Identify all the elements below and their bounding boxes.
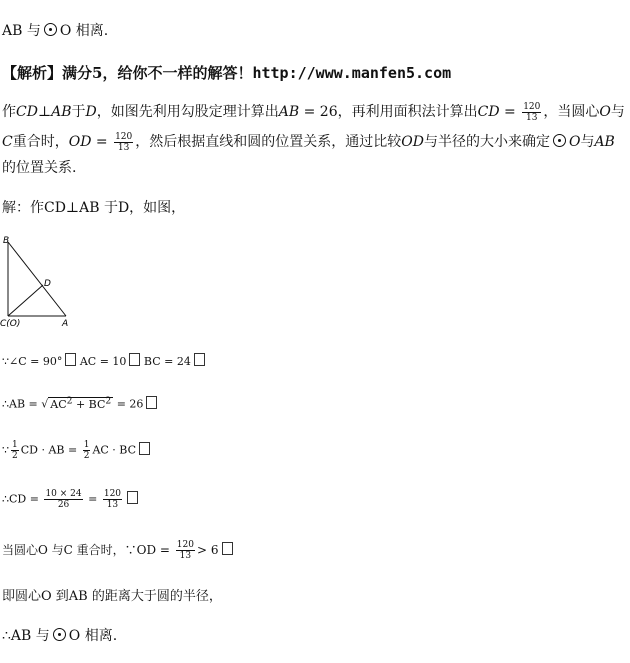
exponent: 2 [66, 395, 73, 406]
triangle-figure [0, 232, 80, 332]
conclusion-text: ∴AB 与 [2, 628, 50, 644]
analysis-text: ，当圆心 [543, 104, 600, 120]
header-label: 【解析】满分5，给你不一样的解答！ [2, 64, 253, 82]
step-text: ∵ [2, 443, 9, 457]
missing-glyph-box [222, 542, 233, 555]
analysis-var: O [568, 134, 581, 150]
sqrt-body [48, 397, 113, 411]
fraction-numerator: 120 [115, 131, 133, 142]
analysis-header [2, 62, 451, 83]
fraction-denominator: 13 [526, 112, 538, 123]
step-5 [2, 540, 233, 561]
sqrt-icon: √ [41, 397, 49, 411]
step-text: ∵∠C = 90° [2, 355, 63, 368]
intro-text-2: O 相离. [59, 23, 109, 39]
fraction-numerator: 120 [103, 489, 122, 499]
analysis-text: ，然后根据直线和圆的位置关系，通过比较 [135, 134, 402, 150]
fraction-denominator: 13 [106, 500, 119, 510]
analysis-text: 与半径的大小来确定 [423, 134, 550, 150]
step-4 [2, 489, 138, 510]
step-text: AC [50, 397, 67, 411]
fraction [83, 440, 91, 461]
fraction-denominator: 2 [12, 451, 18, 461]
label-b: B [3, 236, 10, 246]
fraction-numerator: 120 [523, 101, 541, 112]
step-2 [2, 395, 157, 411]
fraction [176, 540, 195, 561]
step-text: AC · BC [92, 443, 136, 457]
fraction-numerator: 1 [12, 440, 18, 450]
analysis-var: AB [278, 104, 300, 120]
fraction [522, 102, 541, 123]
conclusion [2, 625, 117, 645]
fraction [103, 489, 122, 510]
label-d: D [44, 279, 51, 289]
side-ab [8, 242, 66, 316]
step-text: ∴AB = [2, 397, 42, 411]
fraction [44, 489, 82, 510]
analysis-text: 与 [610, 104, 625, 120]
fraction-numerator: 10 × 24 [45, 489, 82, 499]
exponent: 2 [105, 395, 112, 406]
step-text: > 6 [196, 543, 219, 557]
step-text: = [84, 492, 101, 506]
fraction [11, 440, 19, 461]
analysis-text: 重合时， [12, 134, 69, 150]
step-text: + BC [72, 397, 106, 411]
label-co: C(O) [0, 319, 21, 329]
analysis-text: 与 [580, 134, 595, 150]
analysis-text: 作 [2, 104, 16, 120]
analysis-text: 于 [71, 104, 86, 120]
missing-glyph-box [65, 353, 76, 366]
analysis-var: OD [68, 134, 92, 150]
analysis-text: 的位置关系. [2, 160, 77, 176]
analysis-var: D [85, 104, 97, 120]
fraction-denominator: 26 [57, 500, 70, 510]
circle-dot-icon [44, 23, 57, 36]
step-text: 当圆心O 与C 重合时，∵OD = [2, 543, 174, 557]
step-text: CD · AB = [20, 443, 81, 457]
missing-glyph-box [194, 353, 205, 366]
step-text: AC = 10 [79, 355, 127, 368]
analysis-line-2 [2, 131, 615, 153]
fraction-numerator: 120 [176, 540, 194, 550]
intro-text-1: AB 与 [2, 23, 41, 39]
step-text: 即圆心O 到AB 的距离大于圆的半径， [2, 589, 222, 604]
analysis-text: = [91, 134, 113, 150]
step-3 [2, 440, 150, 461]
analysis-line-3 [2, 157, 76, 177]
analysis-var: O [599, 104, 611, 120]
analysis-var: OD [401, 134, 424, 150]
analysis-var: CD [16, 104, 38, 120]
step-text: ∴CD = [2, 492, 43, 506]
missing-glyph-box [129, 353, 140, 366]
missing-glyph-box [127, 491, 138, 504]
segment-cd [8, 285, 43, 316]
header-url: http://www.manfen5.com [252, 64, 452, 82]
fraction-denominator: 2 [83, 451, 90, 461]
perp-symbol: ⊥ [37, 104, 52, 120]
solution-intro [2, 197, 185, 217]
analysis-var: AB [594, 134, 615, 150]
solution-intro-text: 解：作CD⊥AB 于D，如图， [2, 200, 186, 216]
analysis-line-1 [2, 101, 625, 123]
missing-glyph-box [146, 396, 157, 409]
missing-glyph-box [139, 442, 150, 455]
label-a: A [62, 319, 69, 329]
analysis-var: CD [477, 104, 500, 120]
analysis-text: = [499, 104, 521, 120]
fraction-denominator: 13 [117, 142, 130, 153]
step-text: = 26 [113, 397, 144, 411]
analysis-text: = 26，再利用面积法计算出 [299, 104, 478, 120]
fraction [114, 132, 133, 153]
analysis-var: AB [51, 104, 72, 120]
step-1 [2, 353, 205, 368]
analysis-text: ，如图先利用勾股定理计算出 [96, 104, 279, 120]
analysis-var: C [2, 134, 13, 150]
step-6 [2, 585, 222, 604]
conclusion-text: O 相离. [68, 628, 118, 644]
step-text: BC = 24 [143, 355, 191, 368]
intro-line [2, 20, 108, 40]
circle-dot-icon [553, 134, 566, 147]
circle-dot-icon [53, 628, 66, 641]
fraction-numerator: 1 [83, 440, 90, 450]
fraction-denominator: 13 [179, 551, 192, 561]
